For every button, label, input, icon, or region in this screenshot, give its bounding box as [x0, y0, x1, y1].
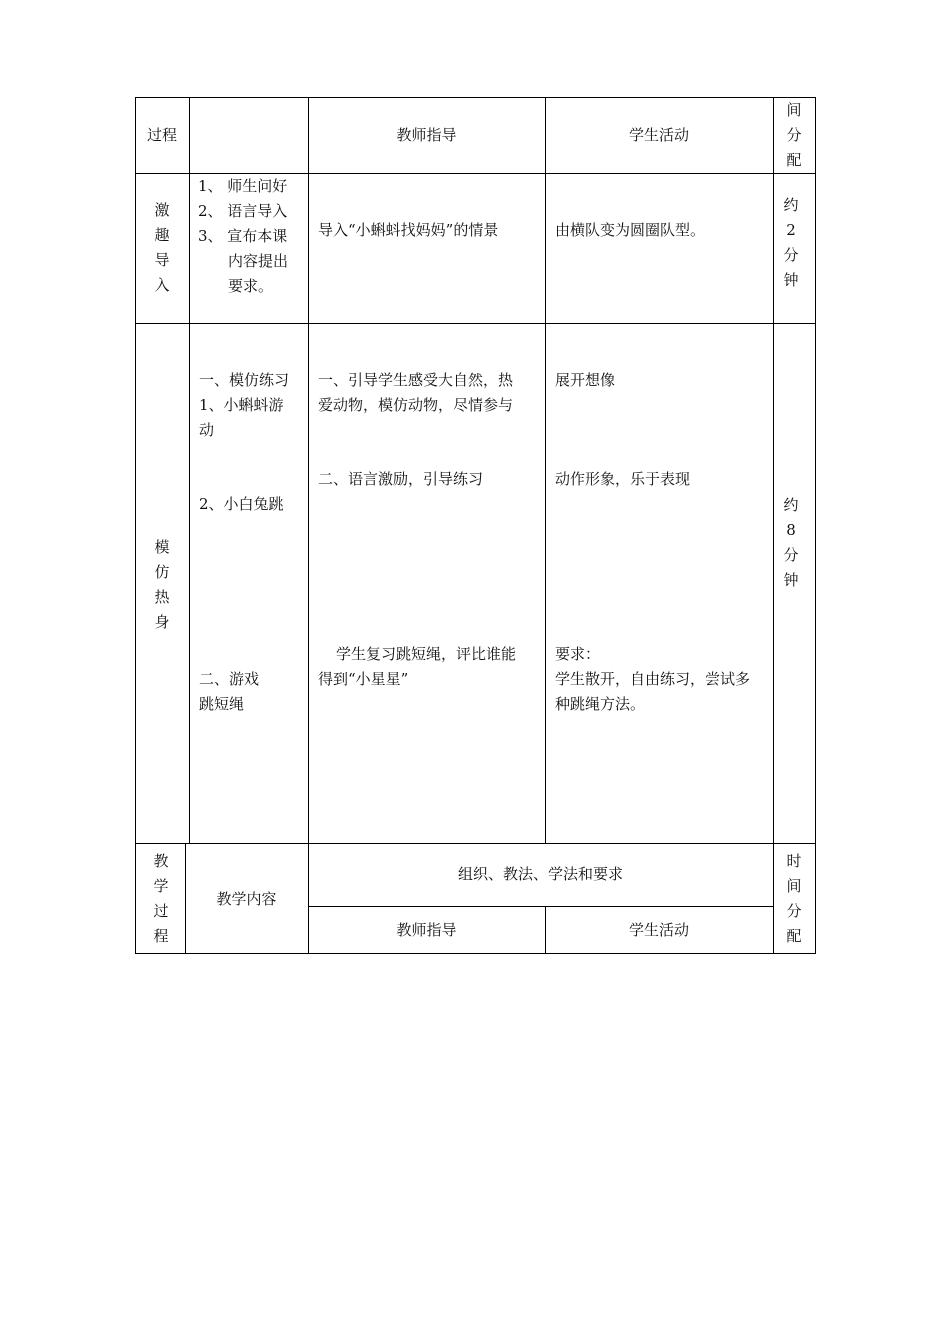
row2-student-5: 种跳绳方法。: [555, 695, 646, 713]
col-divider-3-upper: [545, 97, 546, 844]
row-divider-sub: [308, 906, 773, 907]
row-divider-2: [135, 323, 816, 324]
row1-content-4: 内容提出: [228, 252, 289, 270]
row1-stage: 激趣导入: [154, 201, 170, 294]
footer-student: 学生活动: [628, 921, 689, 939]
footer-teacher: 教师指导: [396, 921, 457, 939]
footer-time: 时间分配: [786, 852, 802, 945]
header-teacher: 教师指导: [396, 126, 457, 144]
row2-teacher-5: 得到“小星星”: [318, 670, 409, 688]
row2-teacher-4: 学生复习跳短绳，评比谁能: [336, 645, 517, 663]
table-border-right: [815, 97, 816, 954]
row2-student-2: 动作形象，乐于表现: [555, 470, 691, 488]
row2-content-2: 1、小蝌蚪游: [199, 396, 284, 414]
row-divider-3: [135, 843, 816, 844]
row2-teacher-2: 爱动物，模仿动物，尽情参与: [318, 396, 514, 414]
col-divider-2: [308, 97, 309, 954]
row1-content-2: 2、 语言导入: [198, 202, 288, 220]
row2-teacher-1: 一、引导学生感受大自然，热: [318, 371, 514, 389]
table-border-left: [135, 97, 136, 954]
header-time: 间分配: [786, 101, 802, 169]
row1-content-5: 要求。: [228, 277, 274, 295]
row2-content-6: 跳短绳: [199, 695, 245, 713]
row2-stage: 模仿热身: [154, 538, 170, 631]
col-divider-4: [773, 97, 774, 954]
row2-content-1: 一、模仿练习: [199, 371, 290, 389]
row2-content-4: 2、小白兔跳: [199, 495, 284, 513]
row1-content-3: 3、 宣布本课: [198, 227, 288, 245]
row2-time: 约8分钟: [783, 496, 799, 589]
footer-process: 教学过程: [153, 852, 169, 945]
row1-teacher: 导入“小蝌蚪找妈妈”的情景: [318, 221, 499, 239]
row1-content-1: 1、 师生问好: [198, 177, 288, 195]
row2-teacher-3: 二、语言激励，引导练习: [318, 470, 484, 488]
header-student: 学生活动: [628, 126, 689, 144]
row2-content-5: 二、游戏: [199, 670, 260, 688]
col-divider-1-upper: [189, 97, 190, 844]
row2-student-3: 要求：: [555, 645, 601, 663]
table-border-top: [135, 97, 816, 98]
footer-org: 组织、教法、学法和要求: [457, 865, 623, 883]
row2-student-1: 展开想像: [555, 371, 616, 389]
row1-student: 由横队变为圆圈队型。: [555, 221, 706, 239]
row1-time: 约2分钟: [783, 196, 799, 289]
header-process: 过程: [147, 126, 178, 144]
row2-content-3: 动: [199, 421, 215, 439]
footer-content: 教学内容: [216, 890, 277, 908]
row2-student-4: 学生散开，自由练习，尝试多: [555, 670, 751, 688]
table-border-bottom: [135, 953, 816, 954]
